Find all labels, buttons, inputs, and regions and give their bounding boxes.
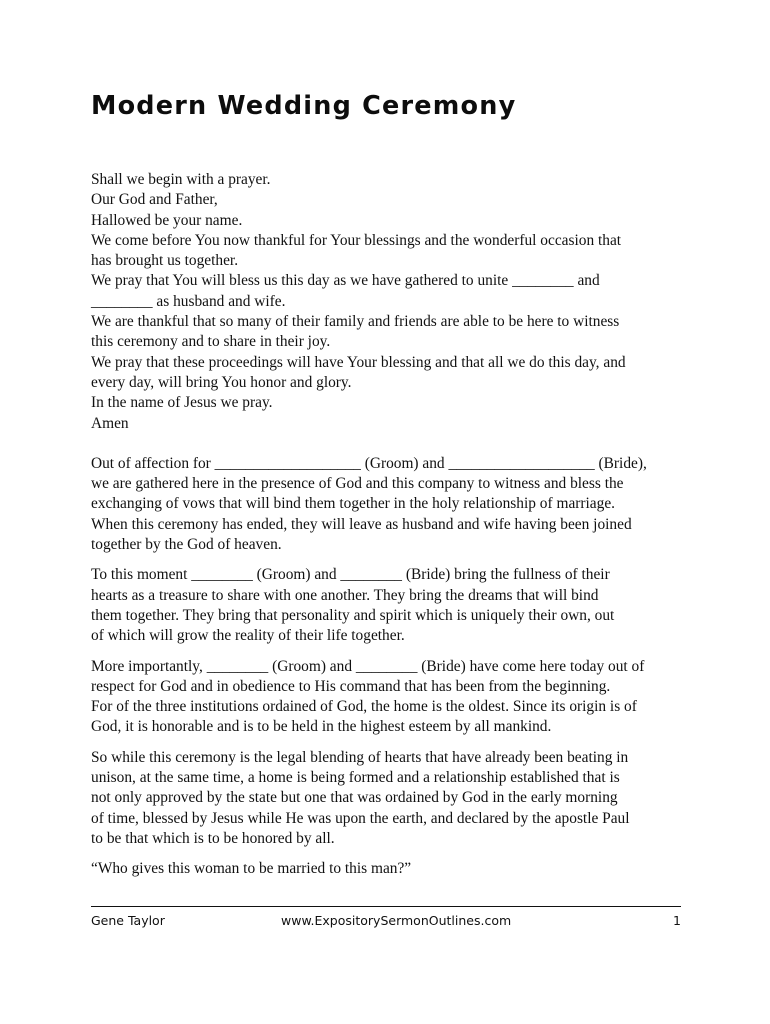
text-line: this ceremony and to share in their joy. [91,333,331,351]
paragraph [91,859,681,879]
text-line: of time, blessed by Jesus while He was upon the earth, and declared by the apostle Paul [91,809,630,827]
text-line: God, it is honorable and is to be held in the highest esteem by all mankind. [91,718,552,736]
paragraph [91,454,681,555]
paragraph [91,170,681,434]
document-body [91,170,681,890]
footer-author: Gene Taylor [91,913,165,928]
text-line: Our God and Father, [91,191,218,209]
text-line: we are gathered here in the presence of God and this company to witness and bless the [91,475,624,493]
text-line: For of the three institutions ordained of God, the home is the oldest. Since its origin is of [91,698,637,716]
text-line: together by the God of heaven. [91,536,282,554]
paragraph [91,657,681,738]
footer-page-number: 1 [673,913,681,928]
text-line: Hallowed be your name. [91,211,243,229]
page-title: Modern Wedding Ceremony [91,91,517,121]
text-line: to be that which is to be honored by all. [91,829,335,847]
text-line: unison, at the same time, a home is being formed and a relationship established that is [91,769,620,787]
text-line: not only approved by the state but one that was ordained by God in the early morning [91,789,618,807]
text-line: “Who gives this woman to be married to this man?” [91,860,412,878]
text-line: ________ as husband and wife. [91,292,286,310]
text-line: Amen [91,414,129,432]
text-line: respect for God and in obedience to His command that has been from the beginning. [91,677,611,695]
paragraph [91,565,681,646]
text-line: hearts as a treasure to share with one another. They bring the dreams that will bind [91,586,599,604]
text-line: every day, will bring You honor and glory. [91,373,352,391]
text-line: has brought us together. [91,252,239,270]
text-line: Shall we begin with a prayer. [91,171,271,188]
text-line: We are thankful that so many of their family and friends are able to be here to witness [91,313,620,331]
text-line: of which will grow the reality of their life together. [91,627,405,645]
paragraph [91,748,681,849]
text-line: More importantly, ________ (Groom) and ________ (Bride) have come here today out of [91,657,645,675]
text-line: We come before You now thankful for Your blessings and the wonderful occasion that [91,231,622,249]
text-line: We pray that these proceedings will have Your blessing and that all we do this day, and [91,353,626,371]
text-line: In the name of Jesus we pray. [91,394,273,412]
text-line: So while this ceremony is the legal blending of hearts that have already been beating in [91,748,629,766]
text-line: When this ceremony has ended, they will leave as husband and wife having been joined [91,515,632,533]
text-line: We pray that You will bless us this day as we have gathered to unite ________ and [91,272,600,290]
text-line: Out of affection for ___________________ (Groom) and ___________________ (Bride), [91,454,647,472]
text-line: To this moment ________ (Groom) and ________ (Bride) bring the fullness of their [91,566,610,584]
footer-website: www.ExpositorySermonOutlines.com [281,913,512,928]
footer-divider [91,906,681,907]
text-line: exchanging of vows that will bind them together in the holy relationship of marriage. [91,495,616,513]
text-line: them together. They bring that personality and spirit which is uniquely their own, out [91,606,615,624]
